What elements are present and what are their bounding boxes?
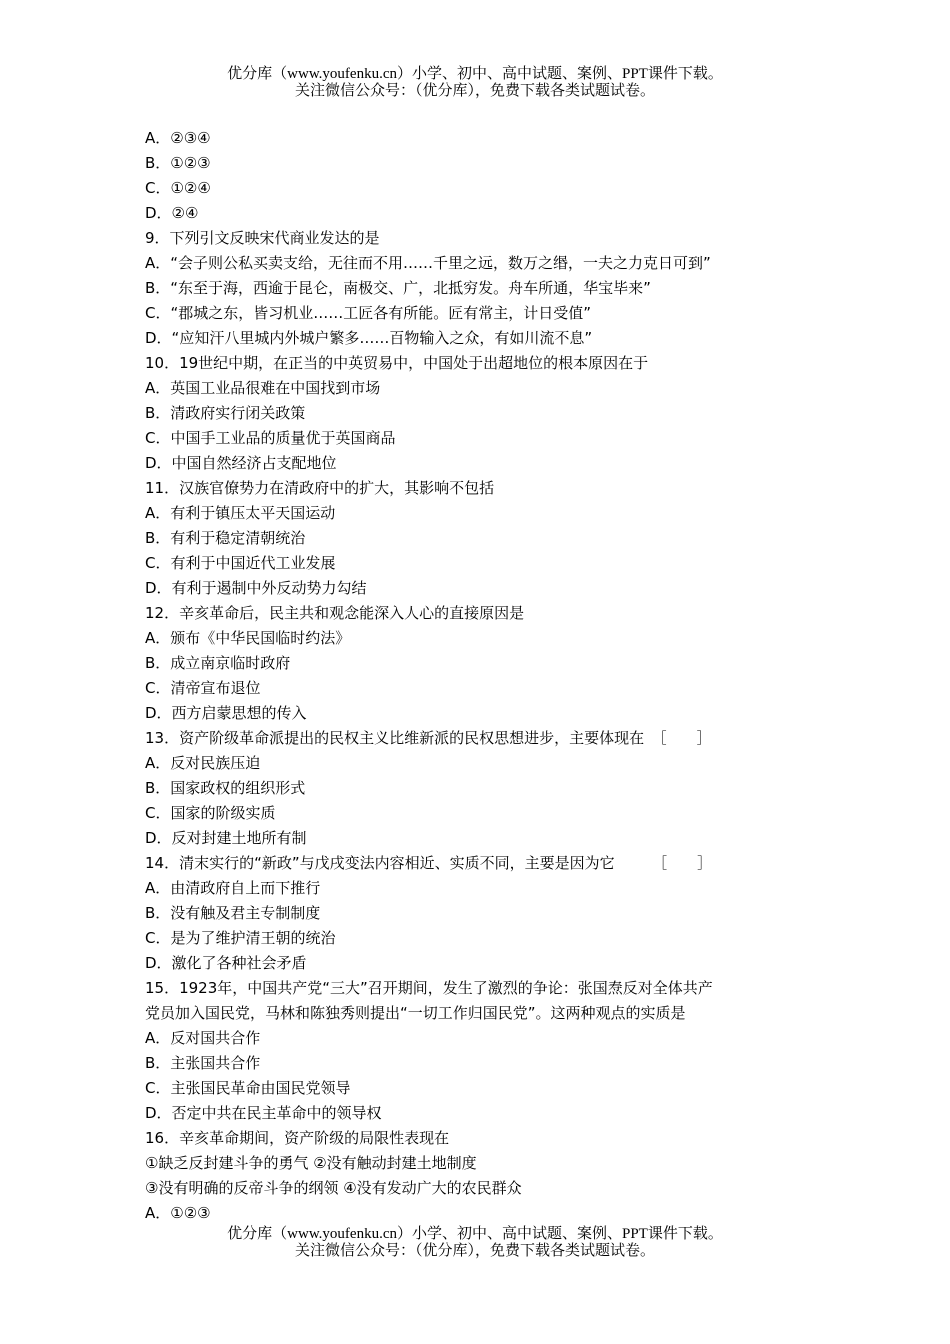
text-line: A．②③④ xyxy=(145,129,211,147)
text-line: A．英国工业品很难在中国找到市场 xyxy=(145,379,381,397)
text-line: 12．辛亥革命后，民主共和观念能深入人心的直接原因是 xyxy=(145,604,525,622)
text-line: 10．19世纪中期，在正当的中英贸易中，中国处于出超地位的根本原因在于 xyxy=(145,354,649,372)
text-line: 16．辛亥革命期间，资产阶级的局限性表现在 xyxy=(145,1129,450,1147)
text-line: D．反对封建土地所有制 xyxy=(145,829,307,847)
text-line: C．①②④ xyxy=(145,179,211,197)
document-body xyxy=(145,126,825,1226)
text-line: 党员加入国民党，马林和陈独秀则提出“一切工作归国民党”。这两种观点的实质是 xyxy=(145,1004,686,1022)
text-line: D．②④ xyxy=(145,204,199,222)
header-line-1: 优分库（www.youfenku.cn）小学、初中、高中试题、案例、PPT课件下载。 xyxy=(227,66,723,82)
text-line: 13．资产阶级革命派提出的民权主义比维新派的民权思想进步，主要体现在 ［ ］ xyxy=(145,729,712,747)
text-line: C．“郡城之东，皆习机业……工匠各有所能。匠有常主，计日受值” xyxy=(145,304,592,322)
text-line: B．清政府实行闭关政策 xyxy=(145,404,306,422)
text-line: A．反对民族压迫 xyxy=(145,754,261,772)
text-line: C．清帝宣布退位 xyxy=(145,679,261,697)
footer-line-2: 关注微信公众号：（优分库），免费下载各类试题试卷。 xyxy=(294,1243,655,1259)
text-line: D．西方启蒙思想的传入 xyxy=(145,704,307,722)
page-header xyxy=(0,66,950,100)
text-line: A．有利于镇压太平天国运动 xyxy=(145,504,336,522)
page-footer xyxy=(0,1226,950,1260)
text-line: ③没有明确的反帝斗争的纲领 ④没有发动广大的农民群众 xyxy=(145,1179,522,1197)
text-line: B．有利于稳定清朝统治 xyxy=(145,529,306,547)
text-line: C．有利于中国近代工业发展 xyxy=(145,554,336,572)
text-line: C．主张国民革命由国民党领导 xyxy=(145,1079,351,1097)
text-line: B．成立南京临时政府 xyxy=(145,654,291,672)
text-line: D．否定中共在民主革命中的领导权 xyxy=(145,1104,382,1122)
text-line: B．①②③ xyxy=(145,154,211,172)
text-line: D．激化了各种社会矛盾 xyxy=(145,954,307,972)
text-line: B．“东至于海，西逾于昆仑，南极交、广，北抵穷发。舟车所通，华宝毕来” xyxy=(145,279,651,297)
text-line: A．“会子则公私买卖支给，无往而不用……千里之远，数万之缗，一夫之力克日可到” xyxy=(145,254,711,272)
text-line: A．①②③ xyxy=(145,1204,211,1222)
text-line: A．反对国共合作 xyxy=(145,1029,261,1047)
text-line: D．中国自然经济占支配地位 xyxy=(145,454,337,472)
text-line: A．颁布《中华民国临时约法》 xyxy=(145,629,351,647)
text-line: D．有利于遏制中外反动势力勾结 xyxy=(145,579,367,597)
text-line: ①缺乏反封建斗争的勇气 ②没有触动封建土地制度 xyxy=(145,1154,477,1172)
text-line: 15．1923年，中国共产党“三大”召开期间，发生了激烈的争论：张国焘反对全体共产 xyxy=(145,979,713,997)
text-line: C．是为了维护清王朝的统治 xyxy=(145,929,336,947)
text-line: 9．下列引文反映宋代商业发达的是 xyxy=(145,229,380,247)
footer-line-1: 优分库（www.youfenku.cn）小学、初中、高中试题、案例、PPT课件下载。 xyxy=(227,1226,723,1242)
text-line: C．国家的阶级实质 xyxy=(145,804,276,822)
text-line: 14．清末实行的“新政”与戊戌变法内容相近、实质不同，主要是因为它 ［ ］ xyxy=(145,854,713,872)
text-line: D．“应知汗八里城内外城户繁多……百物输入之众，有如川流不息” xyxy=(145,329,593,347)
text-line: C．中国手工业品的质量优于英国商品 xyxy=(145,429,396,447)
text-line: A．由清政府自上而下推行 xyxy=(145,879,321,897)
text-line: 11．汉族官僚势力在清政府中的扩大，其影响不包括 xyxy=(145,479,495,497)
text-line: B．没有触及君主专制制度 xyxy=(145,904,321,922)
text-line: B．国家政权的组织形式 xyxy=(145,779,306,797)
text-line: B．主张国共合作 xyxy=(145,1054,261,1072)
header-line-2: 关注微信公众号：（优分库），免费下载各类试题试卷。 xyxy=(294,83,655,99)
